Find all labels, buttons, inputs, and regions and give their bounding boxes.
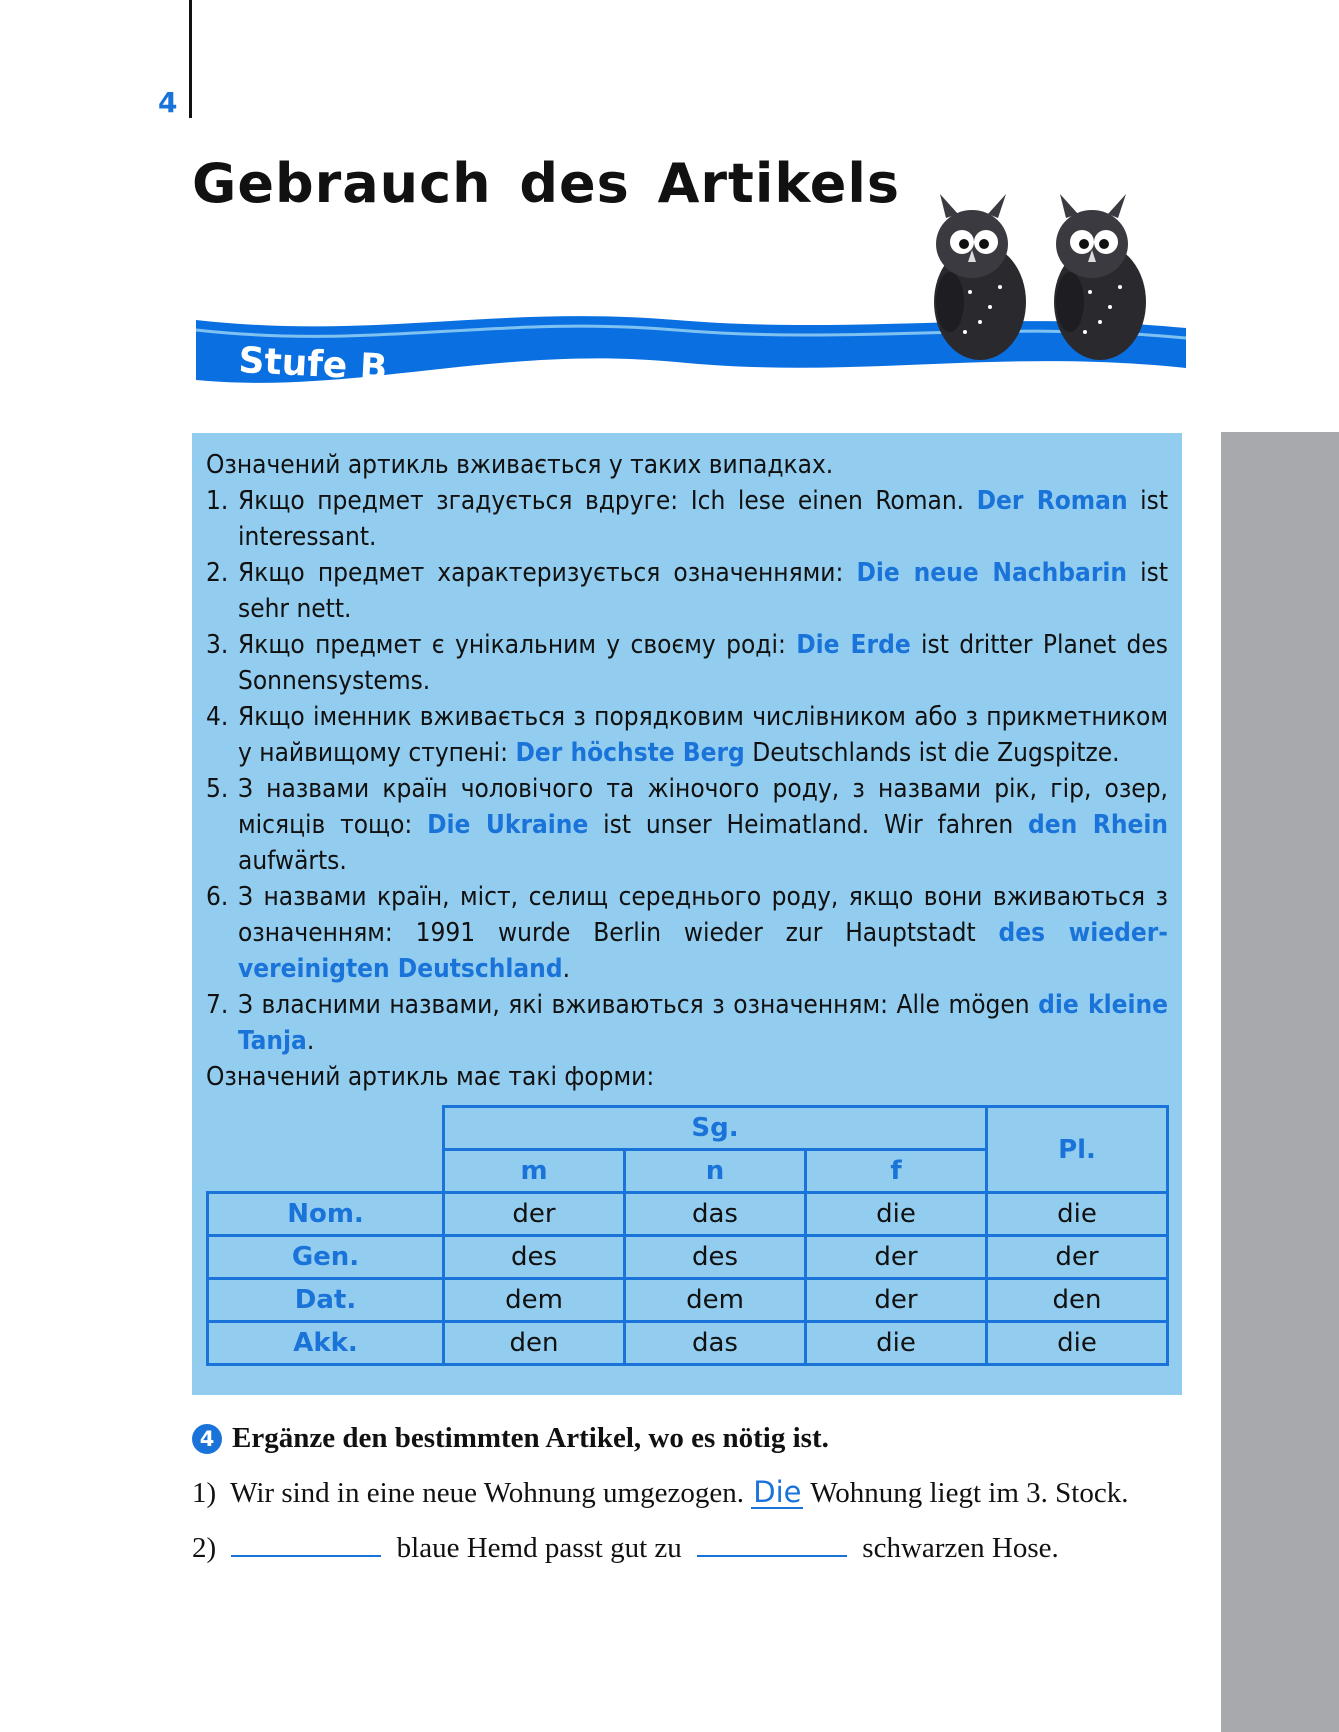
- exercise-number-badge: 4: [192, 1424, 222, 1454]
- banner-label: Stufe B: [237, 340, 389, 389]
- rules-intro: Означений артикль вживається у таких випадках.: [206, 450, 834, 480]
- rule-box: [192, 433, 1182, 1395]
- header-gender: f: [806, 1150, 987, 1193]
- owl-left-icon: [934, 194, 1026, 360]
- table-cell: dem: [625, 1279, 806, 1322]
- table-cell: den: [444, 1322, 625, 1365]
- table-cell: den: [987, 1279, 1168, 1322]
- header-gender: m: [444, 1150, 625, 1193]
- owls-illustration: [910, 192, 1170, 367]
- table-row: [208, 1322, 1168, 1365]
- rules-list: [206, 483, 1168, 1059]
- exercise-item-1: 1) Wir sind in eine neue Wohnung umgezogen. Die Wohnung liegt im 3. Stock.: [192, 1475, 1129, 1509]
- table-cell: der: [987, 1236, 1168, 1279]
- rule-item: 7. З власними назвами, які вживаються з означенням: Alle mögen die kleine Tanja.: [206, 990, 1169, 1056]
- table-cell: das: [625, 1193, 806, 1236]
- rule-item: 4. Якщо іменник вживається з порядковим числівником або з прикметником у найвищому ступені: Der höchste Berg Deutschlands ist die Zugspitze.: [206, 702, 1168, 768]
- table-row: [208, 1236, 1168, 1279]
- page-title: Gebrauch des Artikels: [192, 152, 901, 215]
- table-cell: die: [806, 1322, 987, 1365]
- header-singular: Sg.: [444, 1107, 987, 1150]
- table-row: [208, 1279, 1168, 1322]
- answer-blank[interactable]: [697, 1555, 847, 1557]
- case-label: Akk.: [208, 1322, 444, 1365]
- table-cell: die: [806, 1193, 987, 1236]
- rule-item: 5. З назвами країн чоловічого та жіночого роду, з назвами рік, гір, озер, місяців тощо: Die Ukraine ist unser Heimatland. Wir fahren den Rhein aufwärts.: [206, 774, 1169, 876]
- answer-blank[interactable]: [231, 1555, 381, 1557]
- forms-intro: Означений артикль має такі форми:: [206, 1062, 655, 1092]
- rule-item: 6. З назвами країн, міст, селищ середнього роду, якщо вони вживаються з означенням: 1991 wurde Berlin wieder zur Hauptstadt des wiedervereinigten Deutschland.: [206, 882, 1168, 984]
- rule-item: 2. Якщо предмет характеризується означеннями: Die neue Nachbarin ist sehr nett.: [206, 558, 1168, 624]
- exercise-heading: [192, 1422, 1182, 1455]
- table-cell: der: [806, 1236, 987, 1279]
- exercise-4: [192, 1422, 1182, 1565]
- header-gender: n: [625, 1150, 806, 1193]
- table-cell: dem: [444, 1279, 625, 1322]
- table-cell: die: [987, 1322, 1168, 1365]
- case-label: Nom.: [208, 1193, 444, 1236]
- case-label: Dat.: [208, 1279, 444, 1322]
- exercise-instruction: Ergänze den bestimmten Artikel, wo es nötig ist.: [232, 1422, 829, 1454]
- side-tab: [1221, 432, 1339, 1732]
- table-cell: die: [987, 1193, 1168, 1236]
- table-cell: das: [625, 1322, 806, 1365]
- table-row: [208, 1193, 1168, 1236]
- header-plural: Pl.: [987, 1107, 1168, 1193]
- table-cell: des: [625, 1236, 806, 1279]
- rule-item: 3. Якщо предмет є унікальним у своєму роді: Die Erde ist dritter Planet des Sonnensystems.: [206, 630, 1168, 696]
- owl-right-icon: [1054, 194, 1146, 360]
- table-cell: der: [806, 1279, 987, 1322]
- case-label: Gen.: [208, 1236, 444, 1279]
- table-cell: der: [444, 1193, 625, 1236]
- table-cell: des: [444, 1236, 625, 1279]
- exercise-item-2: 2) blaue Hemd passt gut zu schwarzen Hose.: [192, 1532, 1059, 1564]
- table-corner: [208, 1107, 444, 1193]
- margin-rule: [189, 0, 192, 118]
- rule-item: 1. Якщо предмет згадується вдруге: Ich lese einen Roman. Der Roman ist interessant.: [206, 486, 1168, 552]
- article-table: [206, 1105, 1169, 1366]
- page-number: 4: [158, 86, 178, 119]
- answer-filled[interactable]: Die: [753, 1475, 802, 1509]
